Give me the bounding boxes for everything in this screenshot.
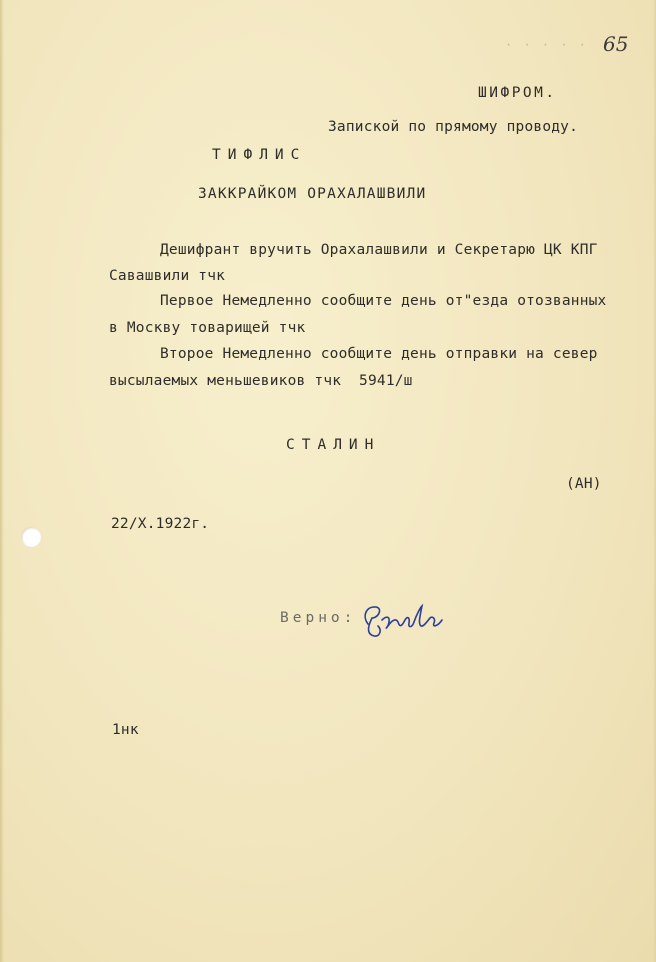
city-heading: ТИФЛИС — [212, 147, 307, 163]
transmission-method: Запиской по прямому проводу. — [328, 119, 579, 135]
signatory-name: СТАЛИН — [286, 437, 381, 453]
typist-initials: (АН) — [566, 476, 602, 492]
document-date: 22/X.1922г. — [111, 516, 210, 532]
body-line-4: в Москву товарищей тчк — [109, 320, 306, 336]
body-line-1: Дешифрант вручить Орахалашвили и Секретарю ЦК КПГ — [160, 242, 598, 258]
page-number: 65 — [603, 32, 629, 56]
body-line-5: Второе Немедленно сообщите день отправки на север — [160, 346, 598, 362]
cipher-header: ШИФРОМ. — [478, 85, 557, 101]
body-line-2: Савашвили тчк — [109, 268, 226, 284]
handwritten-signature — [358, 598, 454, 642]
footer-code: 1нк — [112, 722, 139, 738]
body-line-3: Первое Немедленно сообщите день от"езда отозванных — [160, 293, 607, 309]
faint-archive-stamp: · · · · · — [505, 38, 589, 52]
punch-hole — [21, 527, 41, 547]
page-left-edge — [0, 0, 4, 962]
body-line-6: высылаемых меньшевиков тчк 5941/ш — [109, 373, 413, 389]
certification-label: Верно: — [280, 610, 357, 626]
addressee-line: ЗАККРАЙКОМ ОРАХАЛАШВИЛИ — [198, 186, 427, 202]
